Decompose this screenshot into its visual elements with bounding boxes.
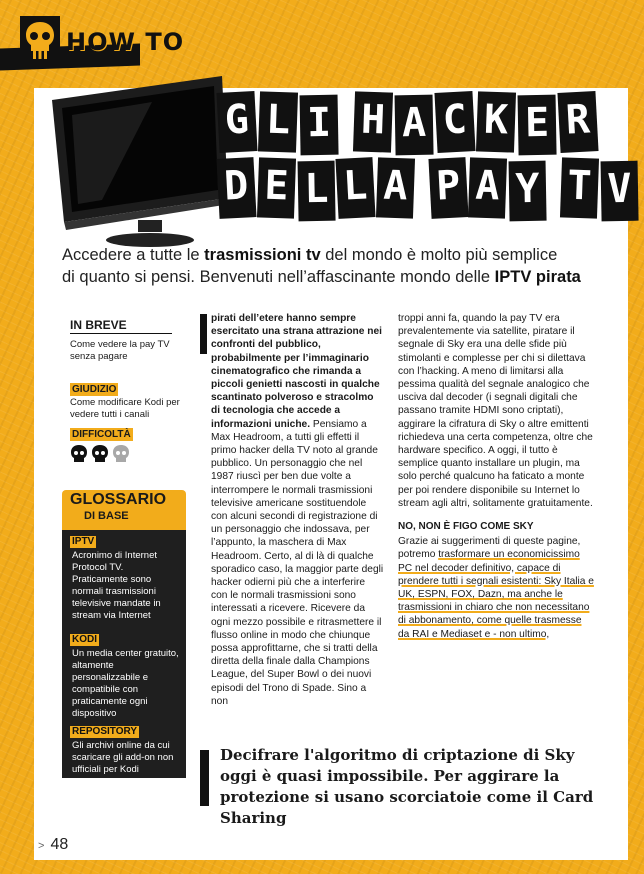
title-letter [549,158,559,218]
glossary-subtitle: DI BASE [84,510,129,522]
title-letter: E [518,95,557,156]
title-letter: T [560,157,599,218]
glossary-term: REPOSITORY [72,726,138,737]
title-letter: E [257,157,296,218]
quote-bar [200,750,209,806]
title-letter: P [428,157,468,219]
title-letter: L [336,157,376,219]
title-letter: V [601,161,639,222]
glossary-definition: Un media center gratuito, altamente personalizzabile e compatibile con praticamente ogni dispositivo [72,648,179,719]
giudizio-text: Come modificare Kodi per vedere tutti i canali [70,397,180,420]
title-letter [341,92,351,152]
article-column-1 [200,312,384,708]
glossary-definition: Acronimo di Internet Protocol TV. Praticamente sono normali trasmissioni televisive mandate in stream via Internet [72,550,161,621]
title-letter: I [300,95,339,156]
pull-quote: Decifrare l'algoritmo di criptazione di Sky oggi è quasi impossibile. Per aggirare la protezione si usano scorciatoie come il Card Sharing [220,746,594,827]
title-letter: L [297,161,335,222]
title-letter: L [258,91,298,152]
title-line-2 [218,158,638,218]
title-letter: R [557,91,598,153]
title-letter: H [353,91,393,152]
title-letter: K [476,91,516,152]
glossary-definition: Gli archivi online da cui scaricare gli add-on non ufficiali per Kodi [72,740,174,775]
page-number: > 48 [38,836,69,853]
title-letter: A [395,95,434,156]
title-letter [417,158,427,218]
giudizio-label: GIUDIZIO [72,384,117,395]
skull-icon [18,14,62,66]
article-paragraph: Grazie ai suggerimenti di queste pagine, potremo trasformare un economicissimo PC nel decoder definitivo, capace di prendere tutti i segnali esistenti: Sky Italia e UK, ESPN, FOX, Dazn, ma anche le trasmissioni in chiaro che non necessitano di abbonamento, come quelle trasmesse da RAI e Mediaset e - non ultimo, [398,536,594,640]
in-breve-text: Come vedere la pay TV senza pagare [70,339,170,362]
article-column-2 [398,312,594,641]
article-paragraph: troppi anni fa, quando la pay TV era prevalentemente via satellite, piratare il segnale di Sky era una delle sfide più stimolanti e complesse per chi si dilettava con l’hacking. A meno di limitarsi alla pessima qualità del segnale analogico che usciva dal decoder (i segnali digitali che passano tramite HDMI sono criptati), aggirare la cifratura di Sky o altre emittenti richiedeva una certa competenza, oltre che hardware specifico. A oggi, il tutto è semplice quanto installare un plugin, ma solo perché qualcuno ha faticato a monte per poi rendere disponibile su Internet lo stream agli altri, solitamente gratuitamente. [398,313,593,509]
section-label: HOW TO [66,28,185,56]
article-title [218,92,638,224]
skull-icon [112,444,130,464]
skull-icon [91,444,109,464]
title-letter: A [376,157,415,218]
intro-text: Accedere a tutte le trasmissioni tv del mondo è molto più semplice di quanto si pensi. Benvenuti nell’affascinante mondo delle IPTV pirata [62,246,581,286]
title-letter: Y [509,161,547,222]
article-body-text: Pensiamo a Max Headroom, a tutti gli effetti il primo hacker della TV noto al grande pubblico. Un personaggio che nel 1987 riuscì per ben due volte a interrompere le normali trasmissioni televisive americane sostituendole con alcuni secondi di registrazione di un personaggio che indossava, per l’appunto, la maschera di Max Headroom. Certo, al di là di qualche sporadico caso, la maggior parte degli hacker odierni più che a interferire con le normali trasmissioni sono interessati a ricevere. Ricevere da ogni mezzo possibile e ritrasmettere il flusso online in modo che chiunque possa approfittarne, che si tratti della diretta della finale dalla Champions League, del Super Bowl o dei nuovi episodi del Trono di Spade. Sino a non [211,418,384,707]
skull-icon [70,444,88,464]
title-letter: G [216,91,257,153]
title-letter: D [216,157,256,219]
highlighted-text: trasformare un economicissimo PC nel decoder definitivo, capace di prendere tutti i segnali esistenti: Sky Italia e UK, ESPN, FOX, Dazn, ma anche le trasmissioni in chiaro che non necessitano di abbonamento, come quelle trasmesse da RAI e Mediaset e - non ultimo, [398,549,594,640]
tv-icon [42,70,232,250]
title-line-1 [218,92,638,152]
in-breve-title: IN BREVE [70,318,172,334]
article-lead: pirati dell’etere hanno sempre esercitato una strana attrazione nei confronti del pubblico, probabilmente per l’immaginario cinematografico che rimanda a piccoli genietti nascosti in qualche scantinato polveroso e stracolmo di tecnologia che accede a informazioni uniche. [211,313,382,430]
glossary-body [62,530,186,778]
glossary-term: IPTV [72,536,95,547]
title-letter: A [468,157,507,218]
page-arrow: > [38,840,45,852]
glossary-header [62,490,186,530]
title-letter: C [434,91,475,153]
glossary-box [62,490,186,790]
glossary-title: GLOSSARIO [70,491,167,508]
difficulty-rating [70,444,130,464]
glossary-term: KODI [72,634,97,645]
article-subheading: NO, NON È FIGO COME SKY [398,521,534,533]
difficolta-label: DIFFICOLTÀ [72,429,131,440]
